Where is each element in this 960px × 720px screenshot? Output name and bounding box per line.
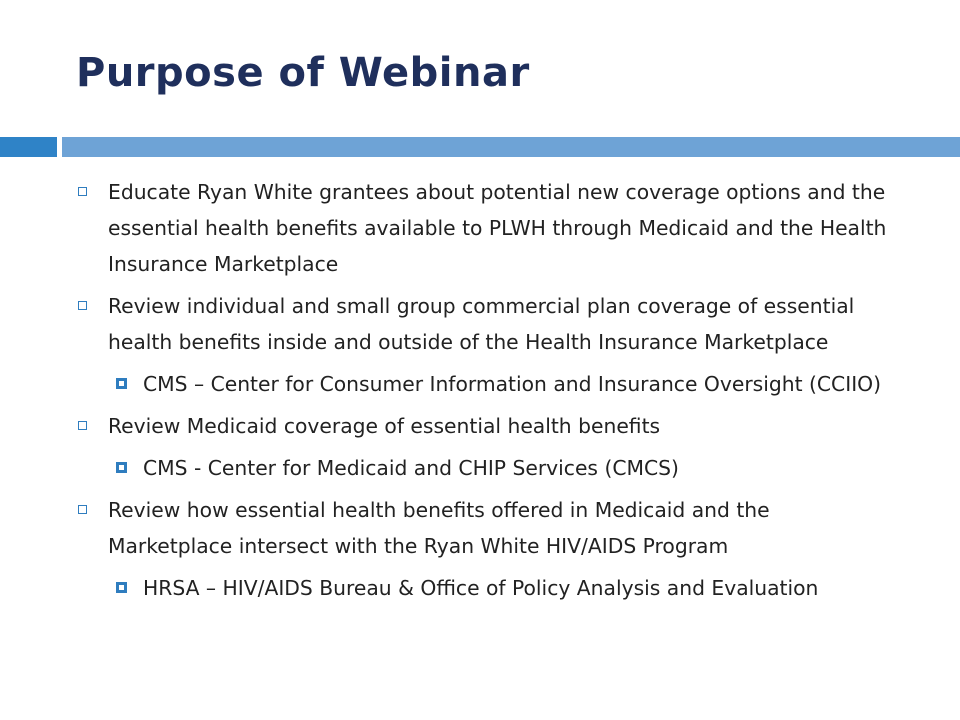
bullet-text: Review individual and small group commercial plan coverage of essential health benefits inside and outside of the Health Insurance Marketplace [108,294,855,354]
framed-square-bullet-icon [116,462,127,473]
hollow-square-bullet-icon [78,421,87,430]
framed-square-bullet-icon [116,582,127,593]
framed-square-bullet-icon [116,378,127,389]
bullet-text: Review Medicaid coverage of essential health benefits [108,414,661,438]
title-accent-bar-light [62,137,960,157]
hollow-square-bullet-icon [78,187,87,196]
sub-bullet-item [76,450,896,486]
sub-bullet-text: CMS – Center for Consumer Information and Insurance Oversight (CCIIO) [143,372,882,396]
bullet-item [76,408,896,444]
sub-bullet-item [76,570,896,606]
sub-bullet-item [76,366,896,402]
hollow-square-bullet-icon [78,301,87,310]
sub-bullet-text: HRSA – HIV/AIDS Bureau & Office of Policy Analysis and Evaluation [143,576,819,600]
bullet-item [76,174,896,282]
bullet-item [76,492,896,564]
bullet-list [76,174,896,612]
sub-bullet-text: CMS - Center for Medicaid and CHIP Services (CMCS) [143,456,679,480]
hollow-square-bullet-icon [78,505,87,514]
slide-title: Purpose of Webinar [76,50,530,96]
bullet-text: Educate Ryan White grantees about potential new coverage options and the essential health benefits available to PLWH through Medicaid and the Health Insurance Marketplace [108,180,887,276]
bullet-item [76,288,896,360]
bullet-text: Review how essential health benefits offered in Medicaid and the Marketplace intersect with the Ryan White HIV/AIDS Program [108,498,770,558]
title-accent-bar-dark [0,137,57,157]
